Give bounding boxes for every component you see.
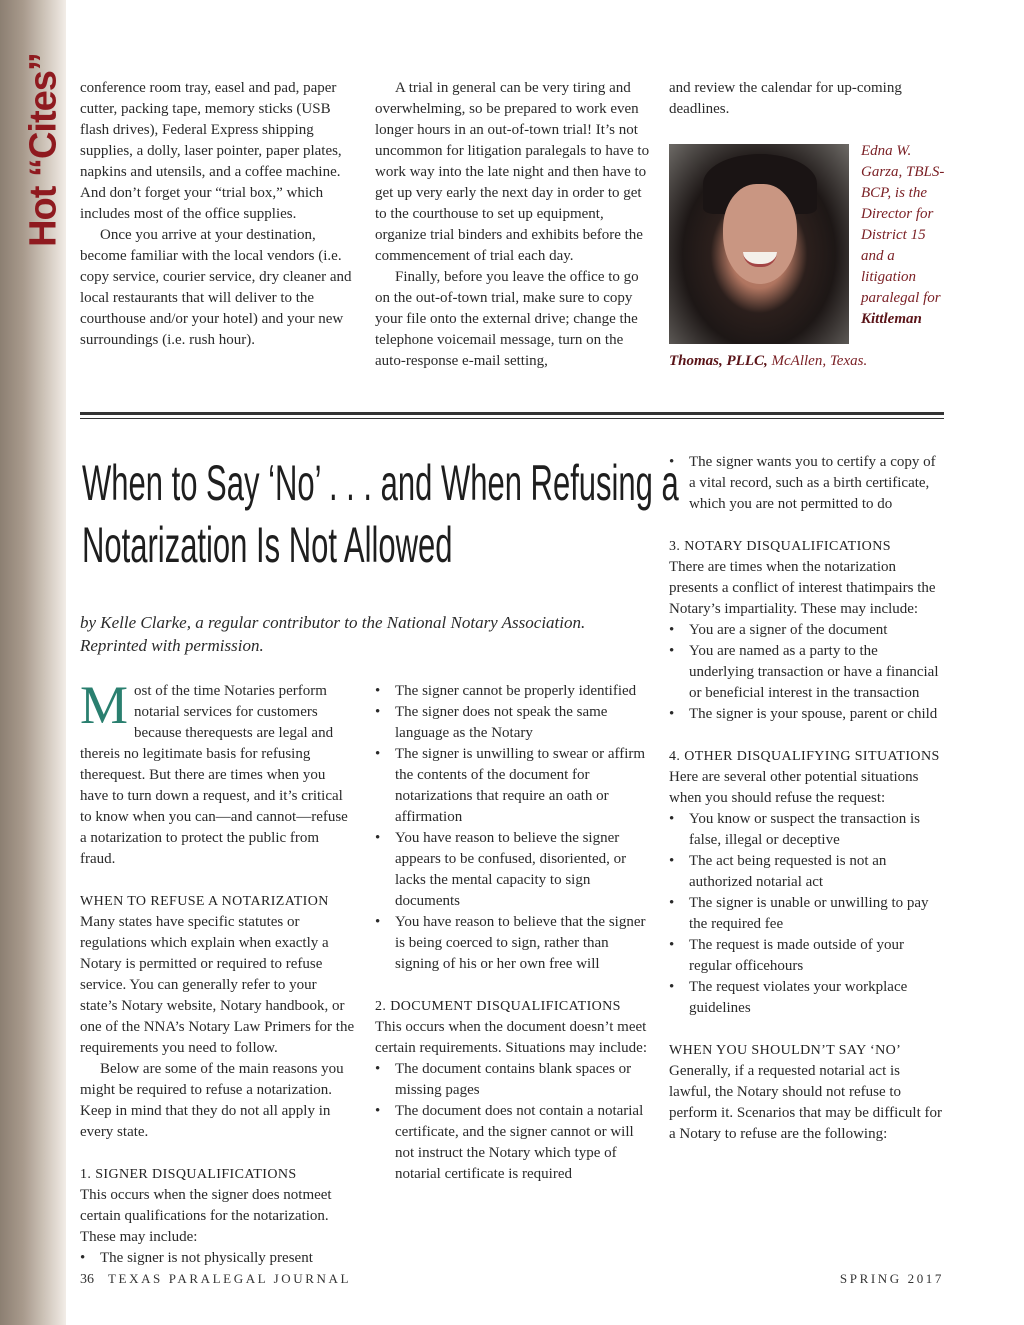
author-bio-continued: [669, 351, 949, 372]
list-item: • The request violates your workplace guidelines: [669, 977, 945, 1019]
section-tag: Hot “Cites”: [22, 53, 65, 247]
divider-rule: [80, 418, 944, 419]
list-item: • The document does not contain a notarial certificate, and the signer cannot or will not instruct the Notary which type of notarial certificate is required: [375, 1101, 651, 1185]
bio-text: Edna W. Garza, TBLS-BCP, is the Director for District 15 and a litigation paralegal for: [861, 143, 945, 306]
paragraph: Generally, if a requested notarial act is lawful, the Notary should not refuse to perform it. Scenarios that may be difficult for a Notary to refuse are the following:: [669, 1063, 942, 1142]
headline-line-1: When to Say ‘No’ . . . and When Refusing a: [82, 455, 679, 511]
bio-firm-part-a: Kittleman: [861, 311, 922, 327]
paragraph: There are times when the notarization presents a conflict of interest thatimpairs the Notary’s impartiality. These may include:: [669, 559, 936, 617]
list-item: • The signer cannot be properly identified: [375, 681, 651, 702]
list-item: • The signer is unable or unwilling to pay the required fee: [669, 893, 945, 935]
author-bio: [861, 141, 951, 330]
list-item: • The request is made outside of your regular officehours: [669, 935, 945, 977]
paragraph: Below are some of the main reasons you might be required to refuse a notarization. Keep in mind that they do not all apply in every state.: [80, 1061, 344, 1140]
headline-line-2: Notarization Is Not Allowed: [82, 517, 453, 573]
signer-list: [80, 1248, 356, 1269]
list-item: • The signer is unwilling to swear or affirm the contents of the document for notarizations that require an oath or affirmation: [375, 744, 651, 828]
footer-left: [80, 1271, 351, 1288]
paragraph: This occurs when the document doesn’t meet certain requirements. Situations may include:: [375, 1019, 648, 1056]
byline-line-2: Reprinted with permission.: [80, 636, 264, 655]
list-item: • You have reason to believe that the signer is being coerced to sign, rather than signing of his or her own free will: [375, 912, 651, 975]
top-column-3: [669, 78, 944, 120]
intro-paragraph: [80, 675, 356, 870]
list-item: • The act being requested is not an authorized notarial act: [669, 851, 945, 893]
photo-face: [723, 184, 797, 284]
top-column-1: [80, 78, 352, 351]
paragraph: Here are several other potential situations when you should refuse the request:: [669, 769, 919, 806]
paragraph: Once you arrive at your destination, become familiar with the local vendors (i.e. copy service, courier service, dry cleaner and local restaurants that will deliver to the courthouse and/or your hotel) and your new surroundings (i.e. rush hour).: [80, 227, 352, 348]
list-item: • The document contains blank spaces or missing pages: [375, 1059, 651, 1101]
journal-name: TEXAS PARALEGAL JOURNAL: [108, 1271, 352, 1286]
notary-list: [669, 620, 945, 725]
list-item: • You have reason to believe the signer appears to be confused, disoriented, or lacks the mental capacity to sign documents: [375, 828, 651, 912]
list-item: • The signer wants you to certify a copy of a vital record, such as a birth certificate, which you are not permitted to do: [669, 452, 945, 515]
article-column-3: [669, 452, 945, 1145]
article-column-2: [375, 681, 651, 1185]
byline-line-1: by Kelle Clarke, a regular contributor to the National Notary Association.: [80, 613, 586, 632]
list-item: • The signer does not speak the same language as the Notary: [375, 702, 651, 744]
paragraph: Many states have specific statutes or regulations which explain when exactly a Notary is permitted or required to refuse service. You can generally refer to your state’s Notary website, Notary handbook, or one of the NNA’s Notary Law Primers for the requirements you need to follow.: [80, 914, 355, 1056]
footer-issue: SPRING 2017: [839, 1271, 944, 1286]
list-item: • The signer is your spouse, parent or child: [669, 704, 945, 725]
author-photo: [669, 144, 849, 344]
paragraph: Finally, before you leave the office to go on the out-of-town trial, make sure to copy your file onto the external drive; change the telephone voicemail message, turn on the auto-response e-mail setting,: [375, 269, 639, 369]
paragraph: and review the calendar for up-coming deadlines.: [669, 80, 902, 117]
list-item: • The signer is not physically present: [80, 1248, 356, 1269]
drop-cap: M: [80, 675, 129, 735]
list-item: • You are a signer of the document: [669, 620, 945, 641]
subhead-refuse: WHEN TO REFUSE A NOTARIZATION: [80, 894, 329, 909]
bio-firm-part-b: Thomas, PLLC,: [669, 353, 768, 369]
subhead-shouldnt: WHEN YOU SHOULDN’T SAY ‘NO’: [669, 1043, 902, 1058]
intro-text: ost of the time Notaries perform notarial services for customers because therequests are legal and thereis no legitimate basis for refusing therequest. But there are times when you have to turn down a request, and it’s critical to know when you can—and cannot—refuse a notarization to protect the public from fraud.: [80, 683, 348, 867]
subhead-document: 2. DOCUMENT DISQUALIFICATIONS: [375, 999, 621, 1014]
article-headline: [82, 452, 679, 576]
subhead-notary: 3. NOTARY DISQUALIFICATIONS: [669, 539, 891, 554]
paragraph: This occurs when the signer does notmeet certain qualifications for the notarization. These may include:: [80, 1187, 332, 1245]
list-item: • You are named as a party to the underlying transaction or have a financial or beneficial interest in the transaction: [669, 641, 945, 704]
signer-list-continued: [375, 681, 651, 975]
top-column-2: [375, 78, 651, 372]
article-byline: [80, 611, 650, 657]
other-list: [669, 809, 945, 1019]
divider-rule: [80, 412, 944, 415]
paragraph: A trial in general can be very tiring and overwhelming, so be prepared to work even longer hours in an out-of-town trial! It’s not uncommon for litigation paralegals to have to work way into the late night and then have to get up very early the next day in order to get to the courthouse to set up equipment, organize trial binders and exhibits before the commencement of trial each day.: [375, 80, 650, 264]
subhead-other: 4. OTHER DISQUALIFYING SITUATIONS: [669, 749, 940, 764]
document-list: [375, 1059, 651, 1185]
document-list-continued: [669, 452, 945, 515]
paragraph: conference room tray, easel and pad, paper cutter, packing tape, memory sticks (USB flash drives), Federal Express shipping supplies, a dolly, laser pointer, paper plates, napkins and utensils, and a coffee machine. And don’t forget your “trial box,” which includes most of the office supplies.: [80, 80, 342, 222]
subhead-signer: 1. SIGNER DISQUALIFICATIONS: [80, 1167, 297, 1182]
list-item: • You know or suspect the transaction is false, illegal or deceptive: [669, 809, 945, 851]
article-column-1: [80, 675, 356, 1269]
bio-location: McAllen, Texas.: [771, 353, 868, 369]
page-number: 36: [80, 1272, 94, 1287]
